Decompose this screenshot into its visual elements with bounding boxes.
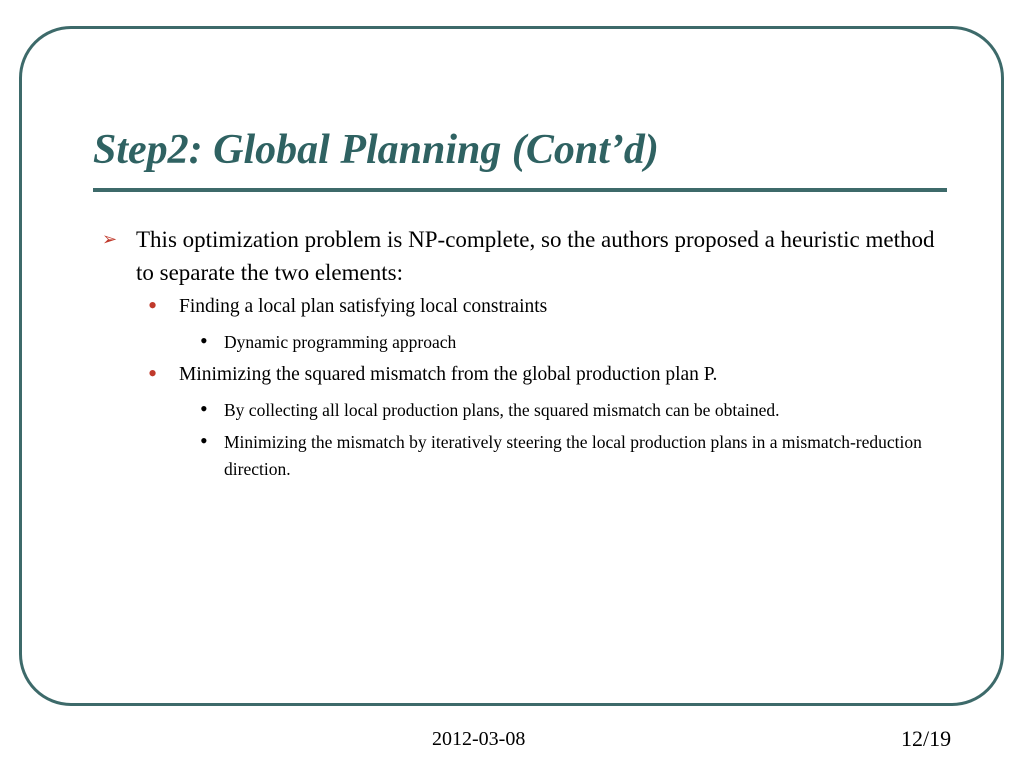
bullet-level1: [100, 223, 940, 289]
bullet-level3: [196, 397, 940, 424]
footer-date: 2012-03-08: [432, 728, 526, 750]
bullet-text: Dynamic programming approach: [224, 332, 457, 352]
dot-bullet-icon: •: [200, 396, 208, 421]
bullet-text: Minimizing the mismatch by iteratively steering the local production plans in a mismatch-reduction direction.: [224, 432, 922, 479]
bullet-level3: [196, 429, 940, 483]
bullet-level3: [196, 329, 940, 356]
bullet-level2: [144, 293, 940, 321]
slide-content: [100, 223, 940, 488]
dot-bullet-icon: •: [148, 359, 158, 388]
arrow-bullet-icon: ➢: [102, 229, 118, 249]
page-number: 12/19: [901, 726, 952, 751]
bullet-text: Finding a local plan satisfying local constraints: [179, 296, 548, 317]
bullet-text: By collecting all local production plans, the squared mismatch can be obtained.: [224, 400, 780, 420]
dot-bullet-icon: •: [200, 328, 208, 353]
title-underline: [93, 188, 947, 192]
bullet-text: This optimization problem is NP-complete, so the authors proposed a heuristic method to separate the two elements:: [136, 227, 935, 285]
slide-title: Step2: Global Planning (Cont’d): [93, 127, 659, 173]
bullet-text: Minimizing the squared mismatch from the global production plan P.: [179, 364, 718, 385]
dot-bullet-icon: •: [148, 291, 158, 320]
dot-bullet-icon: •: [200, 428, 208, 453]
bullet-level2: [144, 361, 940, 389]
